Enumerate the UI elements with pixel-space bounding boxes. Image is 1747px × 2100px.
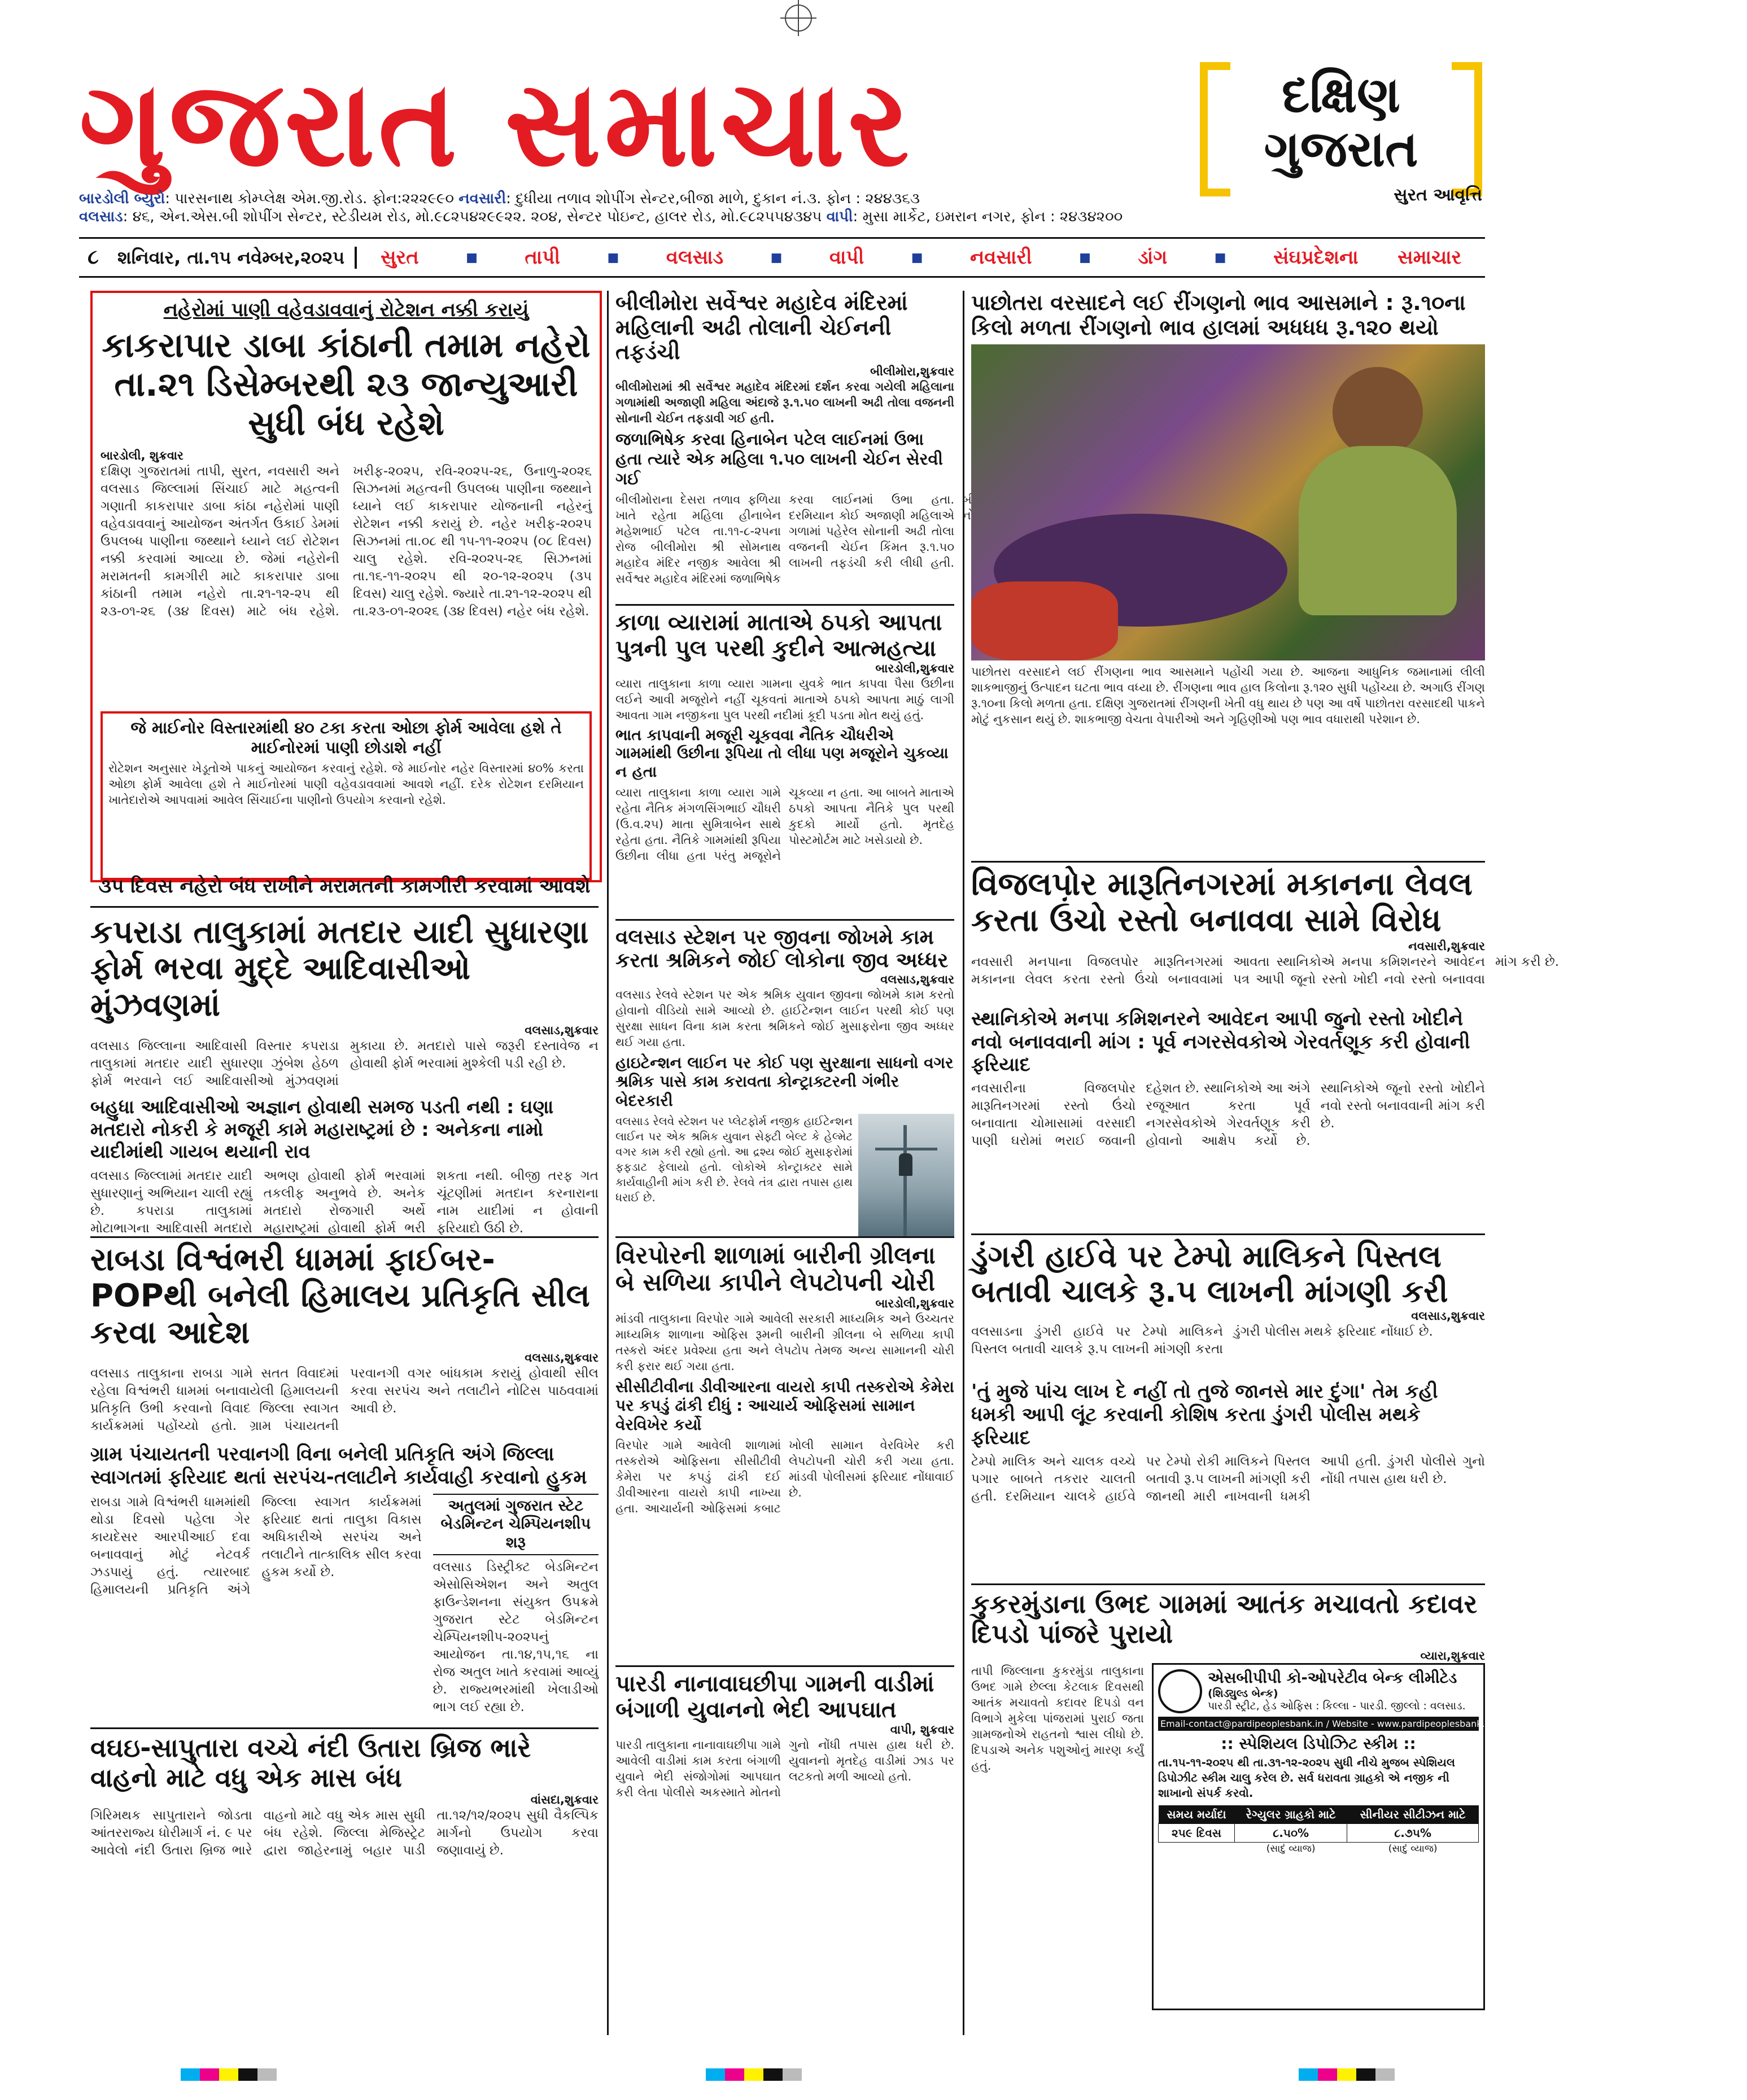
- kaprada-headline: કપરાડા તાલુકામાં મતદાર યાદી સુધારણા ફોર્મ ભરવા મુદ્દે આદિવાસીઓ મુંઝવણમાં: [90, 914, 589, 1023]
- edition-subtitle: સુરત આવૃત્તિ: [1394, 185, 1482, 205]
- masthead: [79, 55, 1180, 193]
- lead-callout-body: રોટેશન અનુસાર ખેડૂતોએ પાકનું આયોજન કરવાનું રહેશે. જે માઈનોર નહેર વિસ્તારમાં ૪૦% કરતા ઓછા ફોર્મ આવેલા હશે તે માઈનોરમાં પાણી વહેવડાવવામાં આવશે નહીં. દરેક રોટેશન દરમિયાન ખાતેદારોએ આપવામાં આવેલ સિંચાઈના પાણીનો ઉપયોગ કરવાનો રહેશે.: [108, 762, 584, 807]
- lead-dateline: બારડોલી, શુક્રવાર: [101, 448, 184, 462]
- bank-ad[interactable]: [1152, 1663, 1493, 2010]
- date-bar: [79, 237, 1485, 278]
- kukarmunda-headline: કુકરમુંડાના ઉભદ ગામમાં આતંક મચાવતો કદાવર દિપડો પાંજરે પુરાયો: [971, 1589, 1478, 1649]
- bilimora-body: બીલીમોરાના દેસરા તળાવ ફળિયા ખાતે રહેતા મહિલા હીનાબેન મહેશભાઈ પટેલ તા.૧૧-૮-૨૫ના રોજ બીલીમોરા શ્રી સોમનાથ મહાદેવ મંદિર નજીક આવેલા શ્રી સર્વેશ્વર મહાદેવ મંદિરમાં જળાભિષેક કરવા લાઈનમાં ઉભા હતા. દરમિયાન કોઈ અજાણી મહિલાએ ગળામાં પહેરેલ સોનાની અઢી તોલા વજનની ચેઈન કિંમત રૂ.૧.૫૦ લાખની તફડંચી કરી લીધી હતી.: [615, 493, 954, 586]
- waghai-story: [90, 1733, 599, 2032]
- section-surat[interactable]: સુરત: [380, 246, 419, 269]
- vijalpor-body-2: નવસારીના વિજલપોર મારૂતિનગરમાં રસ્તો ઉંચો બનાવાતા ચોમાસામાં વરસાદી પાણી ઘરોમાં ભરાઈ જવાની દહેશત છે. સ્થાનિકોએ આ અંગે રજૂઆત કરતા પૂર્વ નગરસેવકોએ ગેરવર્તણૂક કરી હોવાનો આક્ષેપ કર્યો છે. સ્થાનિકોએ જૂનો રસ્તો ખોદીને નવો રસ્તો બનાવવાની માંગ કરી છે.: [971, 1081, 1485, 1149]
- pardi-dateline: વાપી, શુક્રવાર: [890, 1723, 954, 1736]
- bank-address: પારડી સ્ટ્રીટ, હેડ ઓફિસ : કિલ્લા - પારડી. જીલ્લો : વલસાડ.: [1208, 1700, 1466, 1713]
- kala-vyara-dateline: બારડોલી,શુક્રવાર: [875, 662, 954, 675]
- bracket-left: [1200, 62, 1230, 196]
- rabda-headline: રાબડા વિશ્વંભરી ધામમાં ફાઈબર-POPથી બનેલી હિમાલય પ્રતિકૃતિ સીલ કરવા આદેશ: [90, 1241, 590, 1351]
- kala-vyara-body: વ્યારા તાલુકાના કાળા વ્યારા ગામના યુવકે ભાત કાપવા પૈસા ઉછીના લઈને આવી મજૂરોને નહીં ચૂકવતાં માતાએ ઠપકો આપતા માઠું લાગી આવતા ગામ નજીકના પુલ પરથી નદીમાં કૂદી પડતા મોત થયું હતું.: [615, 677, 954, 722]
- newspaper-logo[interactable]: ગુજરાત સમાચાર: [79, 55, 913, 193]
- section-list: સુરત ■ તાપી ■ વલસાડ ■ વાપી ■ નવસારી ■ ડાંગ ■ સંઘપ્રદેશના સમાચાર: [357, 246, 1485, 269]
- color-bar-mid: [706, 2068, 802, 2081]
- kaprada-subhead: બહુધા આદિવાસીઓ અજ્ઞાન હોવાથી સમજ પડતી નથી : ઘણા મતદારો નોકરી કે મજૂરી કામે મહારાષ્ટ્રમાં છે : અનેકના નામો યાદીમાંથી ગાયબ થયાની રાવ: [90, 1096, 554, 1163]
- vijalpor-story: [971, 866, 1560, 1228]
- section-sangh-pradesh[interactable]: સંઘપ્રદેશના: [1273, 246, 1359, 269]
- bank-subtitle: (શિડ્યુલ્ડ બેન્ક): [1208, 1687, 1278, 1700]
- virpor-subhead: સીસીટીવીના ડીવીઆરના વાયરો કાપી તસ્કરોએ કેમેરા પર કપડું ઢાંકી દીધું : આચાર્ય ઓફિસમાં સામાન વેરવિખેર કર્યો: [615, 1377, 954, 1434]
- divider: [971, 1233, 1485, 1235]
- rate-regular: ૮.૫૦%: [1234, 1824, 1347, 1843]
- kukarmunda-dateline: વ્યારા,શુક્રવાર: [1420, 1648, 1485, 1663]
- worker-on-pole-photo: [858, 1114, 954, 1238]
- valsad-station-body-2: વલસાડ રેલવે સ્ટેશન પર પ્લેટફોર્મ નજીક હાઈટેન્શન લાઈન પર એક શ્રમિક યુવાન સેફ્ટી બેલ્ટ કે હેલ્મેટ વગર કામ કરી રહ્યો હતો. આ દ્રશ્ય જોઈ મુસાફરોમાં ફફડાટ ફેલાયો હતો. લોકોએ કોન્ટ્રાક્ટર સામે કાર્યવાહીની માંગ કરી છે. રેલવે તંત્ર દ્વારા તપાસ હાથ ધરાઈ છે.: [615, 1114, 853, 1204]
- divider: [615, 1236, 954, 1238]
- rabda-body: વલસાડ તાલુકાના રાબડા ગામે સતત વિવાદમાં રહેલા વિશ્વંભરી ધામમાં બનાવાયેલી હિમાલયની પ્રતિકૃતિ ઉભી કરવાનો વિવાદ જિલ્લા સ્વાગત કાર્યક્રમમાં પહોંચ્યો હતો. ગ્રામ પંચાયતની પરવાનગી વગર બાંધકામ કરાયું હોવાથી સીલ કરવા સરપંચ અને તલાટીને નોટિસ પાઠવવામાં આવી છે.: [90, 1366, 599, 1434]
- section-navsari[interactable]: નવસારી: [969, 246, 1032, 269]
- edition-badge: [1200, 62, 1482, 206]
- vijalpor-dateline: નવસારી,શુક્રવાર: [1408, 939, 1485, 953]
- virpor-body-2: વિરપોર ગામે આવેલી શાળામાં તસ્કરોએ ઓફિસના સીસીટીવી કેમેરા પર કપડું ઢાંકી દઈ ડીવીઆરના વાયરો કાપી નાખ્યા હતા. આચાર્યની ઓફિસમાં કબાટ ખોલી સામાન વેરવિખેર કરી લેપટોપની ચોરી કરી ગયા હતા. માંડવી પોલીસમાં ફરિયાદ નોંધાવાઈ છે.: [615, 1438, 954, 1516]
- bureau-vapi-text: : મુસા માર્કેટ, ઇમરાન નગર, ફોન : ૨૪૩૪૨૦૦: [853, 208, 1123, 225]
- rabda-body-2: રાબડા ગામે વિશ્વંભરી ધામમાંથી થોડા દિવસો પહેલા ગેર કાયદેસર આરપીઆઈ દવા બનાવવાનું મોટું નેટવર્ક ઝડપાયું હતું. ત્યારબાદ હિમાલયની પ્રતિકૃતિ અંગે જિલ્લા સ્વાગત કાર્યક્રમમાં ફરિયાદ થતાં તાલુકા વિકાસ અધિકારીએ સરપંચ અને તલાટીને તાત્કાલિક સીલ કરવા હુકમ કર્યો છે.: [90, 1494, 422, 1597]
- divider: [90, 1236, 599, 1238]
- atul-badminton-body: વલસાડ ડિસ્ટ્રીક્ટ બેડમિન્ટન એસોસિએશન અને અતુલ ફાઉન્ડેશનના સંયુક્ત ઉપક્રમે ગુજરાત સ્ટેટ બેડમિન્ટન ચેમ્પિયનશીપ-૨૦૨૫નું આયોજન તા.૧૪,૧૫,૧૬ ના રોજ અતુલ ખાતે કરવામાં આવ્યું છે. રાજ્યભરમાંથી ખેલાડીઓ ભાગ લઈ રહ્યા છે.: [433, 1559, 599, 1714]
- rate-period: ૨૫૯ દિવસ: [1159, 1824, 1235, 1843]
- column-rule: [607, 291, 609, 2035]
- vijalpor-body: નવસારી મનપાના વિજલપોર મારૂતિનગરમાં મકાનના લેવલ કરતા રસ્તો ઉંચો બનાવવામાં આવતા સ્થાનિકોએ મનપા કમિશનરને આવેદન પત્ર આપી જૂનો રસ્તો ખોદી નવો રસ્તો બનાવવા માંગ કરી છે.: [971, 954, 1560, 987]
- issue-date: શનિવાર, તા.૧૫ નવેમ્બર,૨૦૨૫: [107, 247, 357, 269]
- kala-vyara-headline: કાળા વ્યારામાં માતાએ ઠપકો આપતા પુત્રની પુલ પરથી કુદીને આત્મહત્યા: [615, 610, 942, 662]
- lead-footer: ૩૫ દિવસ નહેરો બંધ રાખીને મરામતની કામગીરી કરવામાં આવશે: [98, 875, 591, 898]
- valsad-station-dateline: વલસાડ,શુક્રવાર: [880, 972, 954, 986]
- pardi-story: [615, 1671, 954, 2032]
- rate-note-blank: [1159, 1843, 1235, 1856]
- rabda-subhead: ગ્રામ પંચાયતની પરવાનગી વિના બનેલી પ્રતિકૃતિ અંગે જિલ્લા સ્વાગતમાં ફરિયાદ થતાં સરપંચ-તલાટીને કાર્યવાહી કરવાનો હુકમ: [90, 1443, 587, 1489]
- valsad-station-body: વલસાડ રેલવે સ્ટેશન પર એક શ્રમિક યુવાન જીવના જોખમે કામ કરતો હોવાનો વીડિયો સામે આવ્યો છે. હાઈટેન્શન લાઈન પરથી કોઈ પણ સુરક્ષા સાધન વિના કામ કરતા શ્રમિકને જોઈ મુસાફરોના જીવ અધ્ધર થઈ ગયા હતા.: [615, 987, 954, 1049]
- pardi-body: પારડી તાલુકાના નાનાવાઘછીપા ગામે આવેલી વાડીમાં કામ કરતા બંગાળી યુવાને ભેદી સંજોગોમાં આપઘાત કરી લેતા પોલીસે અકસ્માતે મોતનો ગુનો નોંધી તપાસ હાથ ધરી છે. યુવાનનો મૃતદેહ વાડીમાં ઝાડ પર લટકતો મળી આવ્યો હતો.: [615, 1738, 954, 1799]
- ringan-story: [971, 291, 1485, 855]
- deposit-rate-table: [1158, 1805, 1479, 1855]
- bureau-addresses: [79, 190, 1186, 226]
- rate-header-period: સમય મર્યાદા: [1167, 1808, 1226, 1822]
- bureau-navsari-text: : દુધીયા તળાવ શોપીંગ સેન્ટર,બીજા માળે, દુકાન નં.૩. ફોન : ૨૪૪૩૬૩: [506, 190, 920, 207]
- lead-headline: કાકરાપાર ડાબા કાંઠાની તમામ નહેરો તા.૨૧ ડિસેમ્બરથી ૨૩ જાન્યુઆરી સુધી બંધ રહેશે: [102, 325, 591, 443]
- lead-story: [90, 291, 602, 882]
- vijalpor-headline: વિજલપોર મારૂતિનગરમાં મકાનના લેવલ કરતા ઉંચો રસ્તો બનાવવા સામે વિરોધ: [971, 866, 1473, 939]
- dungri-subhead: 'તું મુજે પાંચ લાખ દે નહીં તો તુજે જાનસે માર દુંગા' તેમ કહી ધમકી આપી લૂંટ કરવાની કોશિષ કરતા ડુંગરી પોલીસ મથકે ફરિયાદ: [971, 1380, 1438, 1449]
- dungri-body-2: ટેમ્પો માલિક અને ચાલક વચ્ચે પગાર બાબતે તકરાર ચાલતી હતી. દરમિયાન ચાલકે હાઈવે પર ટેમ્પો રોકી માલિકને પિસ્તલ બતાવી રૂ.૫ લાખની માંગણી કરી જાનથી મારી નાખવાની ધમકી આપી હતી. ડુંગરી પોલીસે ગુનો નોંધી તપાસ હાથ ધરી છે.: [971, 1454, 1485, 1504]
- bureau-valsad-label: વલસાડ: [79, 208, 123, 225]
- divider: [615, 1665, 954, 1667]
- ringan-caption: પાછોતરા વરસાદને લઈ રીંગણના ભાવ આસમાને પહોંચી ગયા છે. આજના આધુનિક જમાનામાં લીલી શાકભાજીનું ઉત્પાદન ઘટતા ભાવ વધ્યા છે. રીંગણના ભાવ હાલ કિલોના રૂ.૧૨૦ સુધી પહોંચ્યા છે. અગાઉ રીંગણ રૂ.૧૦ના કિલો મળતા હતા. દક્ષિણ ગુજરાતમાં રીંગણની ખેતી વધુ થાય છે પણ આ વર્ષે પાછોતરા વરસાદથી પાકને મોટું નુકસાન થયું છે. શાકભાજી વેચતા વેપારીઓ અને ગૃહિણીઓ પણ ભાવ વધારાથી પરેશાન છે.: [971, 665, 1485, 727]
- pardi-headline: પારડી નાનાવાઘછીપા ગામની વાડીમાં બંગાળી યુવાનનો ભેદી આપઘાત: [615, 1671, 934, 1723]
- valsad-station-subhead: હાઇટેન્શન લાઈન પર કોઈ પણ સુરક્ષાના સાધનો વગર શ્રમિક પાસે કામ કરાવતા કોન્ટ્રાક્ટરની ગંભીર બેદરકારી: [615, 1053, 954, 1110]
- kukarmunda-story: [971, 1589, 1493, 2032]
- section-dang[interactable]: ડાંગ: [1138, 246, 1168, 269]
- divider: [90, 1727, 599, 1729]
- dungri-dateline: વલસાડ,શુક્રવાર: [1411, 1309, 1485, 1323]
- kaprada-body-2: વલસાડ જિલ્લામાં મતદાર યાદી સુધારણાનું અભિયાન ચાલી રહ્યું છે. કપરાડા તાલુકામાં મોટાભાગના આદિવાસી મતદારો અભણ હોવાથી ફોર્મ ભરવામાં તકલીફ અનુભવે છે. અનેક મતદારો રોજગારી અર્થે મહારાષ્ટ્રમાં હોવાથી ફોર્મ ભરી શકતા નથી. બીજી તરફ ગત ચૂંટણીમાં મતદાન કરનારાના નામ યાદીમાં ન હોવાની ફરિયાદો ઉઠી છે.: [90, 1168, 599, 1236]
- bilimora-headline: બીલીમોરા સર્વેશ્વર મહાદેવ મંદિરમાં મહિલાની અઢી તોલાની ચેઈનની તફડંચી: [615, 290, 908, 365]
- bank-logo-icon: [1158, 1669, 1202, 1713]
- vijalpor-subhead: સ્થાનિકોએ મનપા કમિશનરને આવેદન આપી જુનો રસ્તો ખોદીને નવો બનાવવાની માંગ : પૂર્વ નગરસેવકોએ ગેરવર્તણૂક કરી હોવાની ફરિયાદ: [971, 1007, 1470, 1077]
- lead-callout: જે માઈનોર વિસ્તારમાંથી ૪૦ ટકા કરતા ઓછા ફોર્મ આવેલા હશે તે માઈનોરમાં પાણી છોડાશે નહીં: [130, 718, 562, 757]
- kaprada-story: [90, 914, 599, 1236]
- bilimora-dateline: બીલીમોરા,શુક્રવાર: [870, 365, 954, 379]
- bank-contact: Email-contact@pardipeoplesbank.in / Website - www.pardipeoplesbank.in: [1158, 1717, 1479, 1731]
- section-tapi[interactable]: તાપી: [525, 246, 561, 269]
- section-valsad[interactable]: વલસાડ: [666, 246, 724, 269]
- divider: [90, 906, 599, 908]
- scheme-title: :: સ્પેશિયલ ડિપોઝિટ સ્કીમ ::: [1221, 1734, 1416, 1753]
- divider: [615, 919, 954, 921]
- section-samachar[interactable]: સમાચાર: [1397, 246, 1462, 269]
- bracket-right: [1452, 62, 1482, 196]
- lead-body: દક્ષિણ ગુજરાતમાં તાપી, સુરત, નવસારી અને વલસાડ જિલ્લામાં સિંચાઈ માટે મહત્વની ગણાતી કાકરાપાર ડાબા કાંઠા નહેરોમાં પાણી વહેવડાવવાનું આયોજન અંતર્ગત ઉકાઈ ડેમમાં ઉપલબ્ધ પાણીના જથ્થાને ધ્યાને લઈ રોટેશન નક્કી કરવામાં આવ્યા છે. જેમાં નહેરોની મરામતની કામગીરી માટે કાકરાપાર ડાબા કાંઠાની તમામ નહેરો તા.૨૧-૧૨-૨૫ થી ૨૩-૦૧-૨૬ (૩૪ દિવસ) માટે બંધ રહેશે. ખરીફ-૨૦૨૫, રવિ-૨૦૨૫-૨૬, ઉનાળુ-૨૦૨૬ સિઝનમાં મહત્વની ઉપલબ્ધ પાણીના જથ્થાને ધ્યાને લઈ કાકરાપાર યોજનાની નહેરનું રોટેશન નક્કી કરાયું છે. નહેર ખરીફ-૨૦૨૫ સિઝનમાં તા.૦૮ થી ૧૫-૧૧-૨૦૨૫ (૦૮ દિવસ) ચાલુ રહેશે. રવિ-૨૦૨૫-૨૬ સિઝનમાં તા.૧૬-૧૧-૨૦૨૫ થી ૨૦-૧૨-૨૦૨૫ (૩૫ દિવસ) ચાલુ રહેશે. જ્યારે તા.૨૧-૧૨-૨૦૨૫ થી તા.૨૩-૦૧-૨૦૨૬ (૩૪ દિવસ) નહેર બંધ રહેશે.: [101, 463, 592, 619]
- waghai-headline: વઘઇ-સાપુતારા વચ્ચે નંદી ઉતારા બ્રિજ ભારે વાહનો માટે વધુ એક માસ બંધ: [90, 1733, 531, 1793]
- edition-line1: દક્ષિણ: [1282, 65, 1400, 124]
- virpor-body: માંડવી તાલુકાના વિરપોર ગામે આવેલી સરકારી માધ્યમિક અને ઉચ્ચતર માધ્યમિક શાળાના ઓફિસ રૂમની બારીની ગ્રીલના બે સળિયા કાપી તસ્કરો અંદર પ્રવેશ્યા હતા અને લેપટોપ તેમજ અન્ય સામાનની ચોરી કરી ફરાર થઈ ગયા હતા.: [615, 1311, 954, 1373]
- divider: [971, 861, 1485, 863]
- virpor-story: [615, 1242, 954, 1660]
- rate-note-senior: (સાદું વ્યાજ): [1388, 1843, 1438, 1855]
- kaprada-dateline: વલસાડ,શુક્રવાર: [525, 1023, 599, 1038]
- waghai-body: ગિરિમથક સાપુતારાને જોડતા આંતરરાજ્ય ધોરીમાર્ગ નં. ૯ પર આવેલો નંદી ઉતારા બ્રિજ ભારે વાહનો માટે વધુ એક માસ સુધી બંધ રહેશે. જિલ્લા મેજિસ્ટ્રેટ દ્વારા જાહેરનામું બહાર પાડી તા.૧૨/૧૨/૨૦૨૫ સુધી વૈકલ્પિક માર્ગનો ઉપયોગ કરવા જણાવાયું છે.: [90, 1808, 599, 1858]
- kala-vyara-subhead: ભાત કાપવાની મજૂરી ચૂકવવા નૈતિક ચૌધરીએ ગામમાંથી ઉછીના રૂપિયા તો લીધા પણ મજૂરોને ચુકવ્યા ન હતા: [615, 727, 949, 781]
- bilimora-subhead: જળાભિષેક કરવા હિનાબેન પટેલ લાઈનમાં ઉભા હતા ત્યારે એક મહિલા ૧.૫૦ લાખની ચેઈન સેરવી ગઈ: [615, 430, 943, 488]
- page-number: ૮: [88, 246, 99, 269]
- rate-senior: ૮.૭૫%: [1347, 1824, 1479, 1843]
- bureau-vapi-label: વાપી: [826, 208, 853, 225]
- edition-line2: ગુજરાત: [1264, 120, 1418, 178]
- color-bar-right: [1299, 2068, 1395, 2081]
- kukarmunda-body: તાપી જિલ્લાના કુકરમુંડા તાલુકાના ઉભદ ગામે છેલ્લા કેટલાક દિવસથી આતંક મચાવતો કદાવર દિપડો વન વિભાગે મુકેલા પાંજરામાં પુરાઈ જતા ગ્રામજનોએ રાહતનો શ્વાસ લીધો છે. દિપડાએ અનેક પશુઓનું મારણ કર્યું હતું.: [971, 1664, 1144, 1773]
- ringan-headline: પાછોતરા વરસાદને લઈ રીંગણનો ભાવ આસમાને : રૂ.૧૦ના કિલો મળતા રીંગણનો ભાવ હાલમાં અધધધ રૂ.૧૨૦ થયો: [971, 290, 1466, 340]
- bureau-navsari-label: નવસારી: [458, 190, 506, 207]
- kaprada-body: વલસાડ જિલ્લાના આદિવાસી વિસ્તાર કપરાડા તાલુકામાં મતદાર યાદી સુધારણા ઝુંબેશ હેઠળ ફોર્મ ભરવાને લઈ આદિવાસીઓ મુંઝવણમાં મુકાયા છે. મતદારો પાસે જરૂરી દસ્તાવેજ ન હોવાથી ફોર્મ ભરવામાં મુશ્કેલી પડી રહી છે.: [90, 1039, 599, 1089]
- dungri-body: વલસાડના ડુંગરી હાઈવે પર ટેમ્પો માલિકને પિસ્તલ બતાવી ચાલકે રૂ.૫ લાખની માંગણી કરતા ડુંગરી પોલીસ મથકે ફરિયાદ નોંધાઈ છે.: [971, 1324, 1433, 1357]
- dungri-story: [971, 1239, 1485, 1578]
- dungri-headline: ડુંગરી હાઈવે પર ટેમ્પો માલિકને પિસ્તલ બતાવી ચાલકે રૂ.૫ લાખની માંગણી કરી: [971, 1239, 1448, 1310]
- valsad-station-story: [615, 926, 954, 1231]
- rabda-dateline: વલસાડ,શુક્રવાર: [525, 1351, 599, 1365]
- bank-name: એસબીપીપી કો-ઓપરેટીવ બેન્ક લીમીટેડ: [1208, 1669, 1457, 1687]
- registration-mark-top: [785, 5, 812, 32]
- scheme-text: તા.૧૫-૧૧-૨૦૨૫ થી તા.૩૧-૧૨-૨૦૨૫ સુધી નીચે મુજબ સ્પેશિયલ ડિપોઝીટ સ્કીમ ચાલુ કરેલ છે. સર્વ ધરાવતા ગ્રાહકો એ નજીક ની શાખાનો સંપર્ક કરવો.: [1158, 1756, 1456, 1800]
- virpor-dateline: બારડોલી,શુક્રવાર: [875, 1296, 954, 1310]
- rate-header-regular: રેગ્યુલર ગ્રાહકો માટે: [1246, 1808, 1336, 1822]
- valsad-station-headline: વલસાડ સ્ટેશન પર જીવના જોખમે કામ કરતા શ્રમિકને જોઈ લોકોના જીવ અધ્ધર: [615, 926, 949, 973]
- bureau-valsad-text: : ૪૬, એન.એસ.બી શોપીંગ સેન્ટર, સ્ટેડીયમ રોડ, મો.૯૮૨૫૪૨૯૯૨૨. ૨૦૪, સેન્ટર પોઇન્ટ, હાલર રોડ, મો.૯૮૨૫૫૪૩૪૫: [123, 208, 822, 225]
- waghai-dateline: વાંસદા,શુક્રવાર: [530, 1792, 599, 1806]
- rabda-story: [90, 1242, 599, 1722]
- lead-kicker: નહેરોમાં પાણી વહેવડાવવાનું રોટેશન નક્કી કરાયું: [163, 299, 529, 321]
- color-bar-left: [181, 2068, 277, 2081]
- atul-badminton-headline: અતુલમાં ગુજરાત સ્ટેટ બેડમિન્ટન ચેમ્પિયનશીપ શરૂ: [433, 1494, 599, 1555]
- kala-vyara-body-2: વ્યારા તાલુકાના કાળા વ્યારા ગામે રહેતા નૈતિક મંગળસિંગભાઈ ચૌધરી (ઉ.વ.૨૫) માતા સુમિત્રાબેન સાથે રહેતા હતા. નૈતિકે ગામમાંથી રૂપિયા ઉછીના લીધા હતા પરંતુ મજૂરોને ચૂકવ્યા ન હતા. આ બાબતે માતાએ ઠપકો આપતા નૈતિકે પુલ પરથી કુદકો માર્યો હતો. મૃતદેહ પોસ્ટમોર્ટમ માટે ખસેડાયો છે.: [615, 786, 954, 863]
- rate-note-regular: (સાદું વ્યાજ): [1266, 1843, 1316, 1855]
- section-vapi[interactable]: વાપી: [829, 246, 864, 269]
- vegetable-vendor-photo: [971, 344, 1485, 660]
- column-rule: [963, 291, 964, 2035]
- virpor-headline: વિરપોરની શાળામાં બારીની ગ્રીલના બે સળિયા કાપીને લેપટોપની ચોરી: [615, 1241, 936, 1297]
- bureau-bardoli-label: બારડોલી બ્યુરો: [79, 190, 165, 207]
- bilimora-story: [615, 291, 954, 598]
- divider: [971, 1583, 1485, 1585]
- divider: [615, 604, 954, 606]
- kala-vyara-story: [615, 610, 954, 915]
- rate-header-senior: સીનીયર સીટીઝન માટે: [1360, 1808, 1466, 1822]
- bilimora-lede: બીલીમોરામાં શ્રી સર્વેશ્વર મહાદેવ મંદિરમાં દર્શન કરવા ગયેલી મહિલાના ગળામાંથી અજાણી મહિલા અંદાજે રૂ.૧.૫૦ લાખની અઢી તોલા વજનની સોનાની ચેઈન તફડાવી ગઈ હતી.: [615, 380, 954, 426]
- bureau-bardoli-text: : પારસનાથ કોમ્પ્લેક્ષ એમ.જી.રોડ. ફોન:૨૨૨૯૯૦: [165, 190, 454, 207]
